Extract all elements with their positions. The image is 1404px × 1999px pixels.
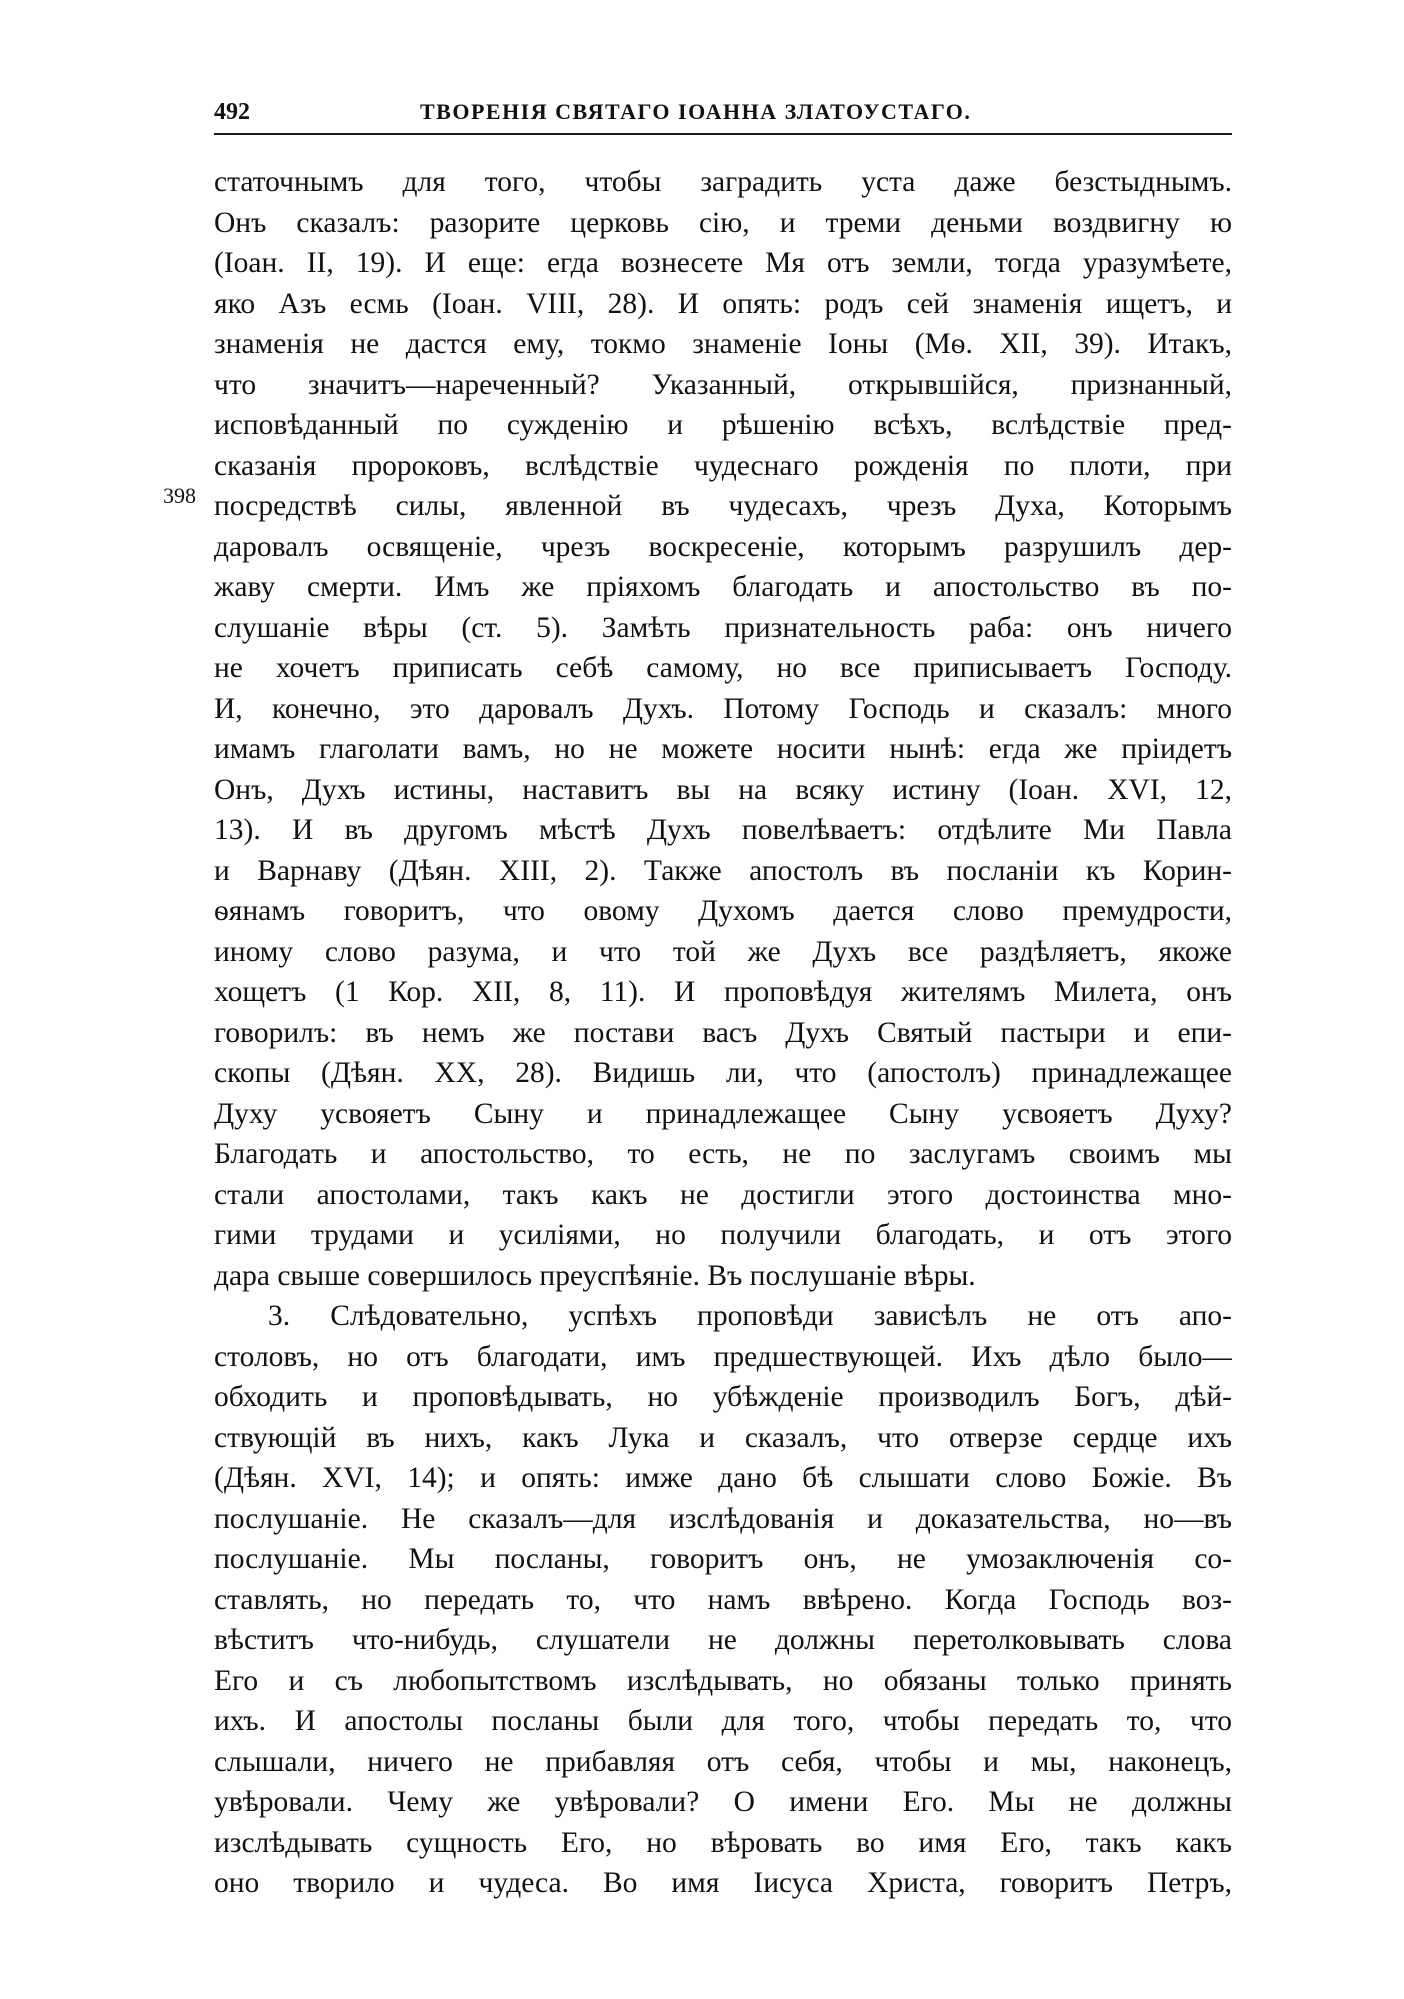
text-line: обходить и проповѣдывать, но убѣжденіе производилъ Богъ, дѣй- [214, 1381, 1232, 1413]
text-line: не хочетъ приписать себѣ самому, но все приписываетъ Господу. [214, 652, 1232, 684]
text-line: сказанія пророковъ, вслѣдствіе чудеснаго рожденія по плоти, при [214, 449, 1232, 482]
text-line: гими трудами и усиліями, но получили благодать, и отъ этого [214, 1219, 1232, 1251]
text-line: знаменія не дастся ему, токмо знаменіе Іоны (Мѳ. XII, 39). Итакъ, [214, 328, 1232, 360]
text-line: даровалъ освященіе, чрезъ воскресеніе, которымъ разрушилъ дер- [214, 530, 1232, 563]
text-line: хощетъ (1 Кор. XII, 8, 11). И проповѣдуя жителямъ Милета, онъ [214, 976, 1232, 1008]
text-line: жаву смерти. Имъ же пріяхомъ благодать и апостольство въ по- [214, 571, 1232, 603]
page-number: 492 [214, 99, 250, 125]
text-line: иному слово разума, и что той же Духъ все раздѣляетъ, якоже [214, 935, 1232, 968]
body-text [214, 162, 1232, 1904]
text-line: говорилъ: въ немъ же постави васъ Духъ Святый пастыри и епи- [214, 1016, 1232, 1049]
text-line: 13). И въ другомъ мѣстѣ Духъ повелѣваетъ: отдѣлите Ми Павла [214, 814, 1232, 846]
text-line: и Варнаву (Дѣян. XIII, 2). Также апостолъ въ посланіи къ Корин- [214, 854, 1232, 887]
text-line: ствующій въ нихъ, какъ Лука и сказалъ, что отверзе сердце ихъ [214, 1421, 1232, 1454]
text-line: Благодать и апостольство, то есть, не по заслугамъ своимъ мы [214, 1138, 1232, 1170]
text-line: Онъ сказалъ: разорите церковь сію, и треми деньми воздвигну ю [214, 206, 1232, 239]
margin-reference-number: 398 [163, 483, 196, 508]
text-line: вѣститъ что-нибудь, слушатели не должны перетолковывать слова [214, 1624, 1232, 1656]
text-line: столовъ, но отъ благодати, имъ предшествующей. Ихъ дѣло было— [214, 1340, 1232, 1373]
text-line: слышали, ничего не прибавляя отъ себя, чтобы и мы, наконецъ, [214, 1745, 1232, 1778]
text-line: Онъ, Духъ истины, наставитъ вы на всяку истину (Іоан. XVI, 12, [214, 773, 1232, 806]
text-line: послушаніе. Не сказалъ—для изслѣдованія и доказательства, но—въ [214, 1502, 1232, 1535]
text-line: статочнымъ для того, чтобы заградить уста даже безстыднымъ. [214, 166, 1232, 198]
text-line: исповѣданный по сужденію и рѣшенію всѣхъ, вслѣдствіе пред- [214, 409, 1232, 441]
text-line: слушаніе вѣры (ст. 5). Замѣть признательность раба: онъ ничего [214, 611, 1232, 644]
text-line: изслѣдывать сущность Его, но вѣровать во имя Его, такъ какъ [214, 1826, 1232, 1859]
text-line: И, конечно, это даровалъ Духъ. Потому Господь и сказалъ: много [214, 692, 1232, 725]
text-line: имамъ глаголати вамъ, но не можете носити нынѣ: егда же пріидетъ [214, 733, 1232, 765]
text-line: ѳянамъ говоритъ, что овому Духомъ дается слово премудрости, [214, 895, 1232, 927]
header-rule [214, 133, 1232, 135]
text-line: (Іоан. II, 19). И еще: егда вознесете Мя отъ земли, тогда уразумѣете, [214, 247, 1232, 279]
text-line: скопы (Дѣян. XX, 28). Видишь ли, что (апостолъ) принадлежащее [214, 1057, 1232, 1089]
text-line: ихъ. И апостолы посланы были для того, чтобы передать то, что [214, 1705, 1232, 1737]
text-line: яко Азъ есмь (Іоан. VIII, 28). И опять: родъ сей знаменія ищетъ, и [214, 287, 1232, 320]
running-title: ТВОРЕНІЯ СВЯТАГО ІОАННА ЗЛАТОУСТАГО. [420, 99, 972, 124]
paragraph-start-line: 3. Слѣдовательно, успѣхъ проповѣди зависѣлъ не отъ апо- [268, 1300, 1232, 1332]
text-line: оно творило и чудеса. Во имя Іисуса Христа, говоритъ Петръ, [214, 1867, 1232, 1899]
text-line: послушаніе. Мы посланы, говоритъ онъ, не умозаключенія со- [214, 1543, 1232, 1575]
text-line: дара свыше совершилось преуспѣяніе. Въ послушаніе вѣры. [214, 1259, 976, 1292]
text-line: ставлять, но передать то, что намъ ввѣрено. Когда Господь воз- [214, 1583, 1232, 1616]
text-line: (Дѣян. XVI, 14); и опять: имже дано бѣ слышати слово Божіе. Въ [214, 1462, 1232, 1494]
text-line: Его и съ любопытствомъ изслѣдывать, но обязаны только принять [214, 1664, 1232, 1697]
text-line: что значитъ—нареченный? Указанный, открывшійся, признанный, [214, 368, 1232, 401]
text-line: стали апостолами, такъ какъ не достигли этого достоинства мно- [214, 1178, 1232, 1211]
text-line: увѣровали. Чему же увѣровали? О имени Его. Мы не должны [214, 1786, 1232, 1818]
text-line: посредствѣ силы, явленной въ чудесахъ, чрезъ Духа, Которымъ [214, 490, 1232, 522]
text-line: Духу усвояетъ Сыну и принадлежащее Сыну усвояетъ Духу? [214, 1097, 1232, 1130]
